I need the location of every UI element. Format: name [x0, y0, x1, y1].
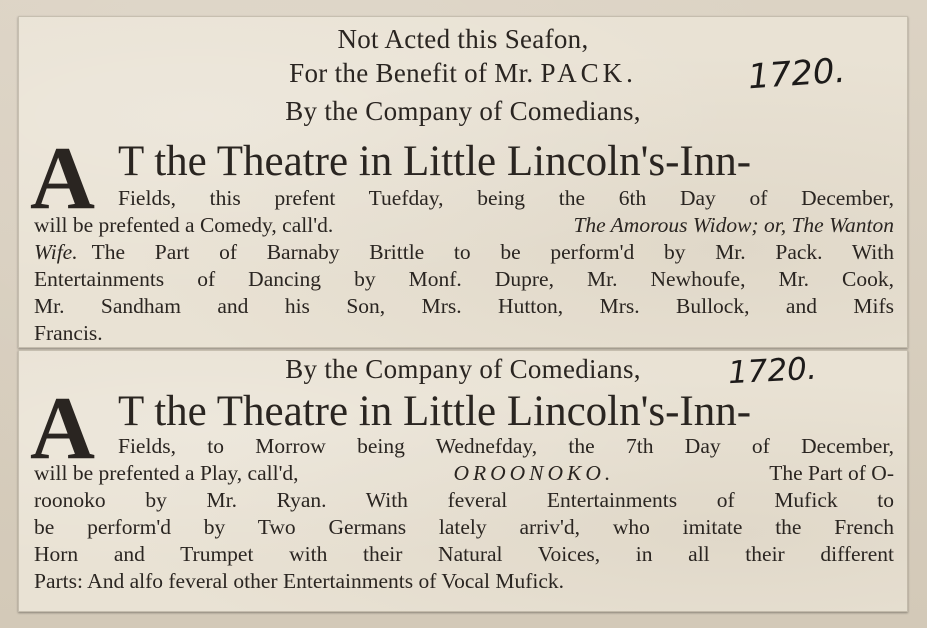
- body-line-6: Parts: And alfo feveral other Entertainments of Vocal Mufick.: [34, 569, 564, 593]
- handwritten-year-annotation: 1720.: [727, 350, 818, 392]
- benefit-name: PACK.: [540, 58, 637, 88]
- newspaper-clipping-benefit-notice: [18, 16, 908, 348]
- handwritten-year-annotation: 1720.: [746, 50, 847, 98]
- notice-headline: T the Theatre in Little Lincoln's-Inn-: [118, 388, 752, 435]
- body-line-2: [34, 215, 894, 237]
- body-line-1: Fields, to Morrow being Wednefday, the 7th Day of December,: [118, 434, 894, 458]
- body-line-4: Entertainments of Dancing by Monf. Dupre, Mr. Newhoufe, Mr. Cook,: [34, 267, 894, 291]
- play-title-wife: Wife.: [34, 240, 78, 264]
- notice-subtitle-not-acted: Not Acted this Seafon,: [337, 24, 589, 54]
- notice-company-line: By the Company of Comedians,: [285, 354, 641, 384]
- body-line-2: [34, 463, 894, 485]
- benefit-prefix: For the Benefit of Mr.: [289, 58, 534, 88]
- newspaper-clipping-oroonoko-notice: [18, 350, 908, 612]
- body-line-1: Fields, this prefent Tuefday, being the 6th Day of December,: [118, 186, 894, 210]
- body-line-3: roonoko by Mr. Ryan. With feveral Entertainments of Mufick to: [34, 488, 894, 512]
- notice-company-line: By the Company of Comedians,: [285, 96, 641, 126]
- drop-cap-letter: A: [30, 379, 95, 478]
- notice-headline: T the Theatre in Little Lincoln's-Inn-: [118, 138, 752, 185]
- body-line-3: [34, 242, 894, 264]
- body-line-2-suffix: The Part of O-: [769, 461, 894, 485]
- play-title-oroonoko: OROONOKO.: [453, 461, 615, 485]
- body-line-2-prefix: will be prefented a Play, call'd,: [34, 461, 299, 485]
- drop-cap-letter: A: [30, 129, 95, 228]
- body-line-2-text: will be prefented a Comedy, call'd.: [34, 213, 334, 237]
- body-line-4: be perform'd by Two Germans lately arriv'd, who imitate the French: [34, 515, 894, 539]
- body-line-6: Francis.: [34, 321, 103, 345]
- body-line-3-text: The Part of Barnaby Brittle to be perform'd by Mr. Pack. With: [91, 240, 894, 264]
- play-title-amorous-widow: The Amorous Widow; or, The Wanton: [573, 213, 894, 237]
- body-line-5: Mr. Sandham and his Son, Mrs. Hutton, Mrs. Bullock, and Mifs: [34, 294, 894, 318]
- body-line-5: Horn and Trumpet with their Natural Voices, in all their different: [34, 542, 894, 566]
